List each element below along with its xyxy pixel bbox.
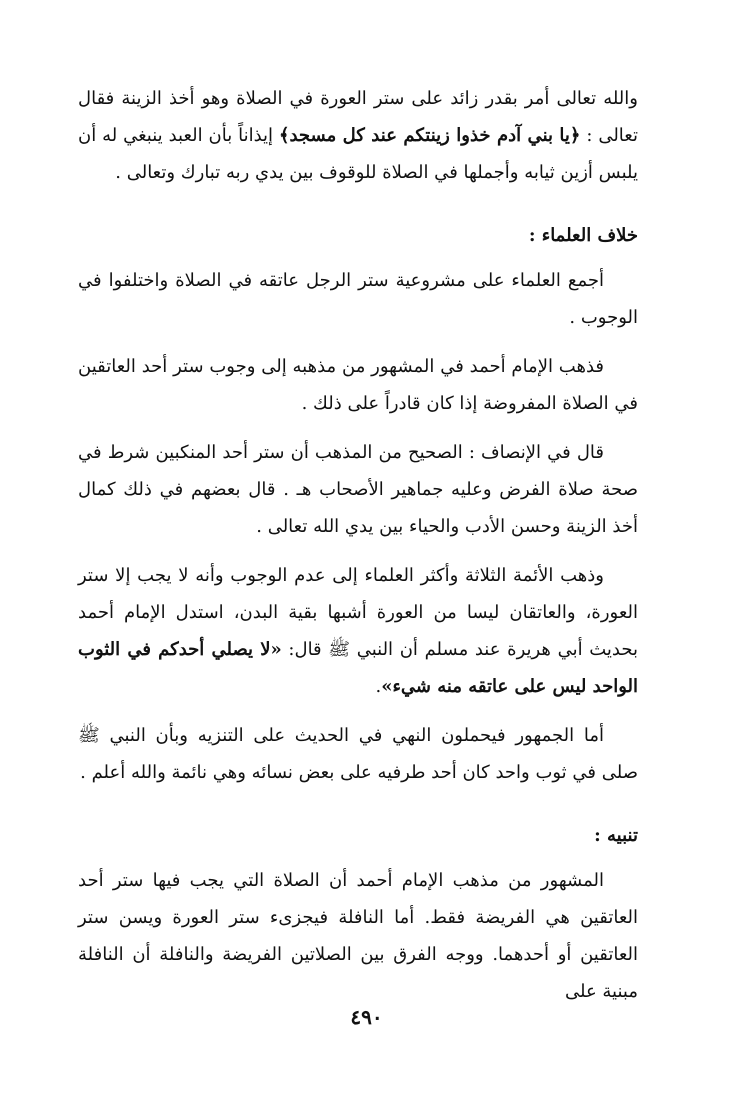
paragraph-intro — [78, 80, 638, 191]
paragraph-ahmad-view: فذهب الإمام أحمد في المشهور من مذهبه إلى وجوب ستر أحد العاتقين في الصلاة المفروضة إذا كان قادراً على ذلك . — [78, 356, 638, 414]
paragraph-intro-text-b: إيذاناً بأن العبد ينبغي له أن يلبس أزين ثيابه وأجملها في الصلاة للوقوف بين يدي ربه تبارك وتعالى . — [78, 125, 638, 183]
quran-verse: ﴿يا بني آدم خذوا زينتكم عند كل مسجد﴾ — [278, 125, 581, 146]
paragraph-insaf-quote: قال في الإنصاف : الصحيح من المذهب أن ستر أحد المنكبين شرط في صحة صلاة الفرض وعليه جماهير الأصحاب هـ . قال بعضهم في ذلك كمال أخذ الزينة وحسن الأدب والحياء بين يدي الله تعالى . — [78, 442, 638, 537]
heading-scholars-disagreement: خلاف العلماء : — [528, 225, 638, 246]
hadith-quote: «لا يصلي أحدكم في الثوب الواحد ليس على عاتقه منه شيء» — [78, 639, 638, 697]
paragraph-majority-view — [78, 557, 638, 705]
paragraph-note: المشهور من مذهب الإمام أحمد أن الصلاة التي يجب فيها ستر أحد العاتقين هي الفريضة فقط. أما النافلة فيجزىء ستر العورة ويسن ستر العاتقين أو أحدهما. ووجه الفرق بين الصلاتين الفريضة والنافلة أن النافلة مبنية على — [78, 870, 638, 1002]
heading-note: تنبيه : — [594, 825, 638, 846]
paragraph-majority-text-b: . — [375, 676, 382, 697]
page-number: ٤٩٠ — [350, 1005, 383, 1029]
paragraph-majority-text-a: وذهب الأئمة الثلاثة وأكثر العلماء إلى عدم الوجوب وأنه لا يجب إلا ستر العورة، والعاتقان ليسا من العورة أشبها بقية البدن، استدل الإمام أحمد بحديث أبي هريرة عند مسلم أن النبي ﷺ قال: — [78, 565, 639, 660]
paragraph-intro-text-a: والله تعالى أمر بقدر زائد على ستر العورة في الصلاة وهو أخذ الزينة فقال تعالى : — [78, 88, 638, 146]
paragraph-majority-interpretation: أما الجمهور فيحملون النهي في الحديث على التنزيه وبأن النبي ﷺ صلى في ثوب واحد كان أحد طرفيه على بعض نسائه وهي نائمة والله أعلم . — [78, 725, 638, 783]
paragraph-consensus: أجمع العلماء على مشروعية ستر الرجل عاتقه في الصلاة واختلفوا في الوجوب . — [78, 270, 638, 328]
